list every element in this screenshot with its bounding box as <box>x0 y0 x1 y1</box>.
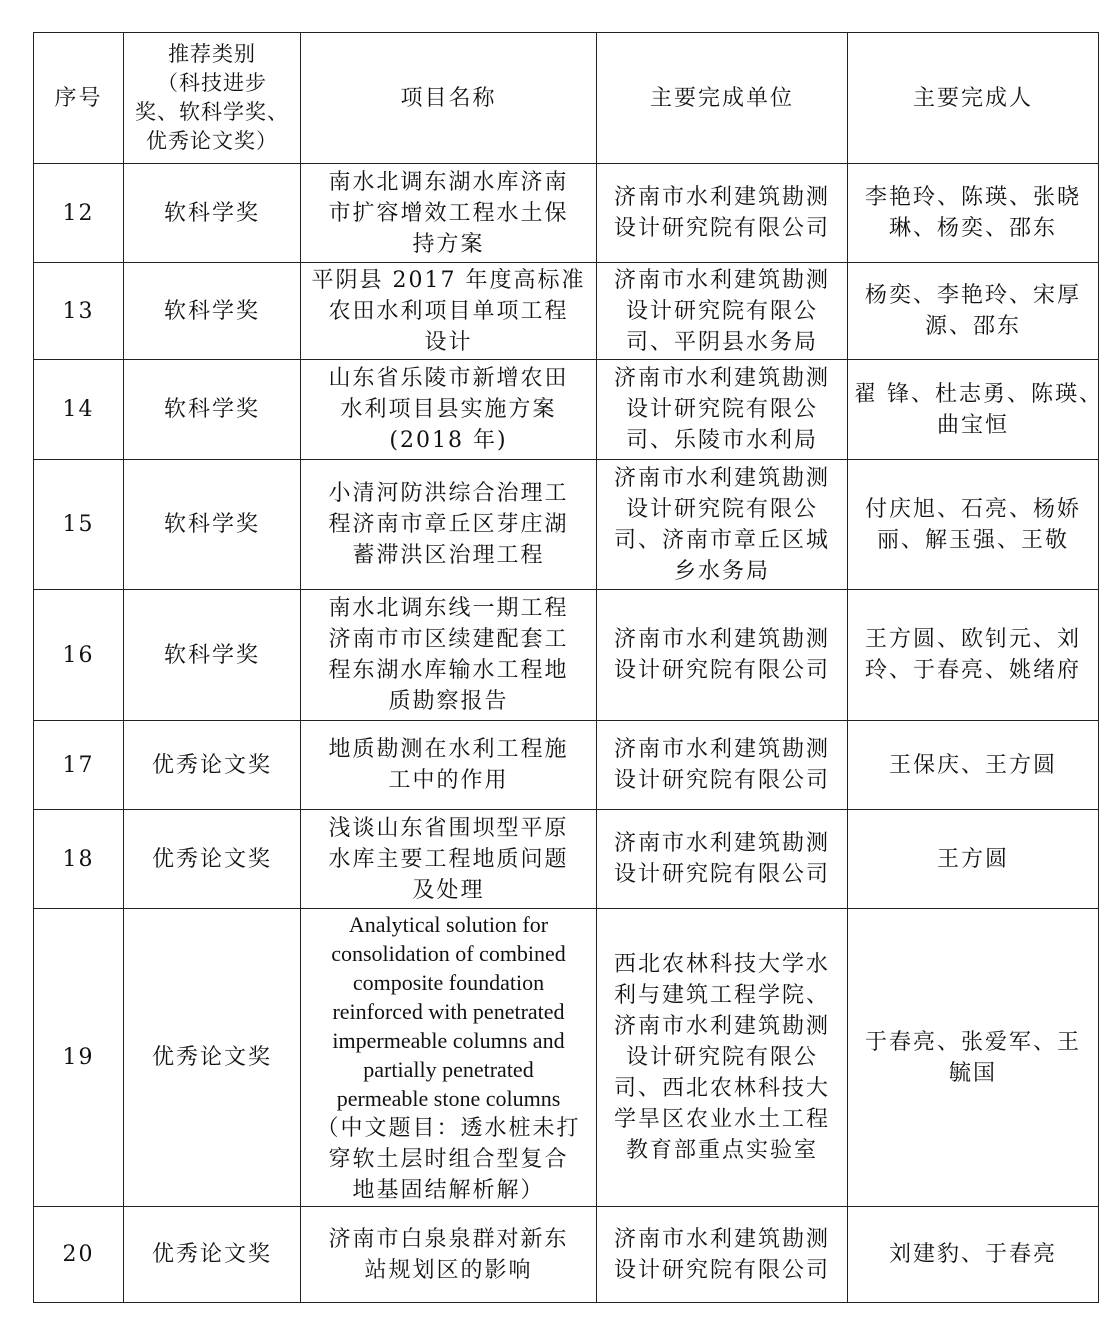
project-line: 平阴县 2017 年度高标准 <box>311 267 586 293</box>
people-line: 毓国 <box>948 1060 997 1086</box>
people-line: 李艳玲、陈瑛、张晓 <box>864 185 1081 210</box>
unit-line: 司、西北农林科技大 <box>613 1076 830 1101</box>
unit-line: 设计研究院有限公司 <box>613 1257 830 1283</box>
cell-unit <box>597 590 848 721</box>
cell-people <box>848 810 1099 909</box>
cell-no: 19 <box>34 909 124 1207</box>
unit-line: 济南市水利建筑勘测 <box>613 185 830 210</box>
cell-no: 20 <box>34 1207 124 1303</box>
project-line: 山东省乐陵市新增农田 <box>328 366 569 391</box>
cell-unit <box>597 810 848 909</box>
people-line: 玲、于春亮、姚绪府 <box>864 658 1081 683</box>
cell-project <box>301 909 597 1207</box>
cell-project <box>301 360 597 460</box>
cell-people <box>848 909 1099 1207</box>
cell-people <box>848 590 1099 721</box>
project-line: 济南市白泉泉群对新东 <box>328 1226 569 1252</box>
cell-category: 优秀论文奖 <box>124 721 301 810</box>
unit-line: 济南市水利建筑勘测 <box>613 1226 830 1252</box>
cell-no: 16 <box>34 590 124 721</box>
header-row <box>34 33 1099 164</box>
cell-category: 软科学奖 <box>124 460 301 590</box>
project-line-en: permeable stone columns <box>336 1085 561 1111</box>
cell-category: 优秀论文奖 <box>124 909 301 1207</box>
table-row <box>34 164 1099 263</box>
people-line: 翟 锋、杜志勇、陈瑛、 <box>854 381 1103 407</box>
project-line: （中文题目：透水桩未打 <box>316 1115 581 1141</box>
cell-project <box>301 164 597 263</box>
unit-line: 利与建筑工程学院、 <box>613 983 830 1008</box>
unit-line: 司、济南市章丘区城 <box>613 527 830 553</box>
cell-people <box>848 721 1099 810</box>
cell-no: 17 <box>34 721 124 810</box>
unit-line: 济南市水利建筑勘测 <box>613 831 830 856</box>
project-line: 程东湖水库输水工程地 <box>328 658 569 683</box>
unit-line: 设计研究院有限公 <box>625 397 818 422</box>
people-line: 曲宝恒 <box>936 412 1009 438</box>
people-line: 王方圆、欧钊元、刘 <box>864 627 1081 652</box>
cell-unit <box>597 263 848 360</box>
cell-people <box>848 263 1099 360</box>
cell-unit <box>597 360 848 460</box>
unit-line: 济南市水利建筑勘测 <box>613 267 830 293</box>
table-row <box>34 1207 1099 1303</box>
cell-project <box>301 263 597 360</box>
project-line-en: impermeable columns and <box>332 1027 565 1053</box>
unit-line: 学旱区农业水土工程 <box>613 1107 830 1132</box>
project-line: 农田水利项目单项工程 <box>328 298 569 324</box>
header-category-line: （科技进步 <box>157 71 267 95</box>
people-line: 王方圆 <box>936 846 1009 872</box>
project-line-en: composite foundation <box>352 969 545 995</box>
unit-line: 乡水务局 <box>673 558 770 584</box>
cell-project <box>301 1207 597 1303</box>
cell-category: 软科学奖 <box>124 263 301 360</box>
cell-category: 软科学奖 <box>124 590 301 721</box>
table-body <box>34 164 1103 1303</box>
project-line: 蓄滞洪区治理工程 <box>352 543 545 568</box>
project-line-en: Analytical solution for <box>348 911 549 937</box>
unit-line: 济南市水利建筑勘测 <box>613 737 830 762</box>
unit-line: 设计研究院有限公 <box>625 1045 818 1070</box>
header-no: 序号 <box>34 33 124 164</box>
header-category <box>124 33 301 164</box>
unit-line: 设计研究院有限公 <box>625 496 818 522</box>
table-row <box>34 810 1099 909</box>
people-line: 王保庆、王方圆 <box>888 752 1057 778</box>
cell-no: 15 <box>34 460 124 590</box>
cell-no: 14 <box>34 360 124 460</box>
cell-unit <box>597 909 848 1207</box>
project-line-en: consolidation of combined <box>331 940 566 966</box>
project-line: 质勘察报告 <box>388 689 509 714</box>
people-line: 丽、解玉强、王敬 <box>876 527 1069 553</box>
cell-category: 优秀论文奖 <box>124 1207 301 1303</box>
project-line: 程济南市章丘区芽庄湖 <box>328 512 569 537</box>
project-line: 穿软土层时组合型复合 <box>328 1146 569 1172</box>
project-line: 地质勘测在水利工程施 <box>328 737 569 762</box>
cell-unit <box>597 1207 848 1303</box>
header-unit: 主要完成单位 <box>597 33 848 164</box>
unit-line: 设计研究院有限公司 <box>613 862 830 887</box>
unit-line: 济南市水利建筑勘测 <box>613 366 830 391</box>
people-line: 刘建豹、于春亮 <box>888 1242 1057 1267</box>
project-line: 及处理 <box>412 877 485 903</box>
unit-line: 司、乐陵市水利局 <box>625 428 818 453</box>
project-line: 浅谈山东省围坝型平原 <box>328 815 569 841</box>
project-line: 小清河防洪综合治理工 <box>328 481 569 506</box>
unit-line: 济南市水利建筑勘测 <box>613 1014 830 1039</box>
header-people: 主要完成人 <box>848 33 1099 164</box>
header-project: 项目名称 <box>301 33 597 164</box>
table-row <box>34 263 1099 360</box>
cell-category: 软科学奖 <box>124 360 301 460</box>
cell-unit <box>597 721 848 810</box>
unit-line: 设计研究院有限公 <box>625 298 818 324</box>
people-line: 付庆旭、石亮、杨娇 <box>864 496 1081 522</box>
project-line: 站规划区的影响 <box>364 1257 533 1283</box>
cell-unit <box>597 164 848 263</box>
project-line: 水库主要工程地质问题 <box>328 846 569 872</box>
cell-category: 软科学奖 <box>124 164 301 263</box>
table-row <box>34 460 1099 590</box>
header-category-line: 奖、软科学奖、 <box>135 100 289 124</box>
project-line: 设计 <box>424 329 473 355</box>
cell-project <box>301 810 597 909</box>
cell-unit <box>597 460 848 590</box>
project-line: 地基固结解析解） <box>352 1177 545 1203</box>
cell-people <box>848 460 1099 590</box>
people-line: 于春亮、张爱军、王 <box>864 1029 1081 1055</box>
header-category-line: 推荐类别 <box>168 42 256 66</box>
unit-line: 设计研究院有限公司 <box>613 768 830 793</box>
unit-line: 司、平阴县水务局 <box>625 329 818 355</box>
people-line: 琳、杨奕、邵东 <box>888 216 1057 241</box>
cell-project <box>301 460 597 590</box>
cell-people <box>848 164 1099 263</box>
table-row <box>34 909 1099 1207</box>
award-table <box>33 32 1103 1303</box>
cell-category: 优秀论文奖 <box>124 810 301 909</box>
header-category-line: 优秀论文奖） <box>146 129 278 153</box>
cell-no: 18 <box>34 810 124 909</box>
unit-line: 设计研究院有限公司 <box>613 216 830 241</box>
project-line: 南水北调东线一期工程 <box>328 596 569 621</box>
unit-line: 济南市水利建筑勘测 <box>613 465 830 491</box>
cell-no: 12 <box>34 164 124 263</box>
cell-no: 13 <box>34 263 124 360</box>
unit-line: 设计研究院有限公司 <box>613 658 830 683</box>
cell-project <box>301 721 597 810</box>
cell-people <box>848 1207 1099 1303</box>
project-line-en: partially penetrated <box>363 1056 534 1082</box>
unit-line: 教育部重点实验室 <box>625 1138 818 1163</box>
people-line: 杨奕、李艳玲、宋厚 <box>864 283 1081 308</box>
project-line: 市扩容增效工程水土保 <box>328 200 569 226</box>
unit-line: 济南市水利建筑勘测 <box>613 627 830 652</box>
project-line: 工中的作用 <box>388 768 509 793</box>
cell-project <box>301 590 597 721</box>
project-line: 水利项目县实施方案 <box>340 397 557 422</box>
people-line: 源、邵东 <box>924 314 1021 339</box>
unit-line: 西北农林科技大学水 <box>613 952 830 977</box>
project-line: (2018 年) <box>389 428 508 453</box>
table-row <box>34 590 1099 721</box>
project-line-en: reinforced with penetrated <box>332 998 565 1024</box>
project-line: 持方案 <box>412 231 485 257</box>
project-line: 南水北调东湖水库济南 <box>328 169 569 195</box>
table-row <box>34 721 1099 810</box>
project-line: 济南市市区续建配套工 <box>328 627 569 652</box>
cell-people <box>848 360 1103 460</box>
table-row <box>34 360 1099 460</box>
